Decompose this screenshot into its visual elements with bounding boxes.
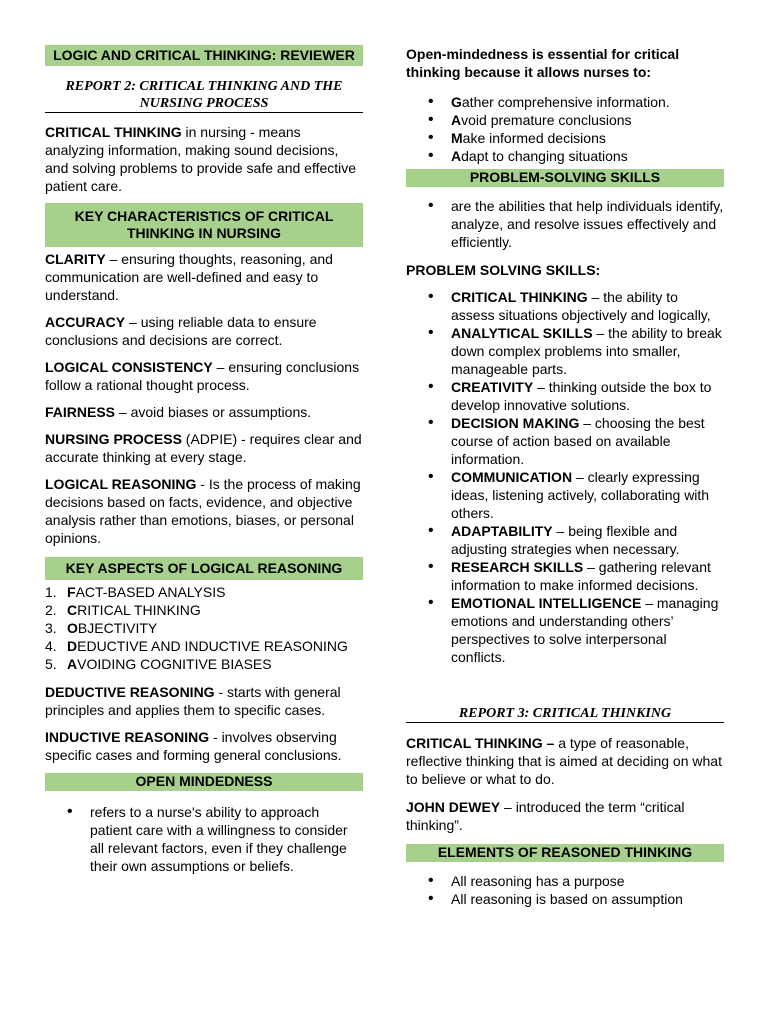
inductive-reasoning [45,728,363,764]
critical-thinking-definition [45,123,363,195]
characteristic-item [45,475,363,547]
list-item: • Make informed decisions [406,129,724,147]
key-characteristics-band: KEY CHARACTERISTICS OF CRITICAL THINKING IN NURSING [45,203,363,247]
problem-solving-list-heading: PROBLEM SOLVING SKILLS: [406,262,601,278]
report2-heading: REPORT 2: CRITICAL THINKING AND THE NURSING PROCESS [45,78,363,113]
definition-text: (ADPIE) - requires clear and accurate thinking at every stage. [45,431,362,465]
term: NURSING PROCESS [45,431,182,447]
deductive-reasoning [45,683,363,719]
list-item: • All reasoning is based on assumption [406,890,724,908]
open-mindedness-band: OPEN MINDEDNESS [45,773,363,791]
term: ACCURACY [45,314,126,330]
title-band: LOGIC AND CRITICAL THINKING: REVIEWER [45,45,363,66]
characteristic-item [45,358,363,394]
definition-text: – avoid biases or assumptions. [115,404,312,420]
characteristic-item [45,313,363,349]
term: JOHN DEWEY [406,799,501,815]
open-mindedness-list [45,803,363,875]
definition-text: in nursing - means analyzing information, making sound decisions, and solving problems to provide safe and effective patient care. [45,124,357,194]
problem-solving-def-list [406,197,724,251]
problem-solving-band: PROBLEM-SOLVING SKILLS [406,169,724,187]
critical-thinking-definition-2 [406,734,724,788]
skill-item: • CREATIVITY – thinking outside the box to develop innovative solutions. [406,378,724,414]
list-item: 2. CRITICAL THINKING [45,602,201,618]
skill-item: • ADAPTABILITY – being flexible and adjusting strategies when necessary. [406,522,724,558]
term: CRITICAL THINKING [45,124,182,140]
characteristic-item [45,250,363,304]
elements-list [406,872,724,908]
list-item: 1. FACT-BASED ANALYSIS [45,584,226,600]
term: CLARITY [45,251,106,267]
definition-text: – introduced the term “critical thinking”. [406,799,685,833]
skill-item: • COMMUNICATION – clearly expressing ideas, listening actively, collaborating with others. [406,468,724,522]
definition-text: a type of reasonable, reflective thinking that is aimed at deciding on what to believe or what to do. [406,735,722,787]
definition-text: – ensuring conclusions follow a rational thought process. [45,359,360,393]
list-item: 3. OBJECTIVITY [45,620,158,636]
skill-item: • RESEARCH SKILLS – gathering relevant information to make informed decisions. [406,558,724,594]
list-item: • Gather comprehensive information. [406,93,724,111]
skill-item: • DECISION MAKING – choosing the best course of action based on available information. [406,414,724,468]
definition-text: - Is the process of making decisions based on facts, evidence, and objective analysis rather than emotions, biases, or personal opinions. [45,476,361,546]
term: CRITICAL THINKING – [406,735,555,751]
definition-text: – ensuring thoughts, reasoning, and communication are well-defined and easy to understand. [45,251,333,303]
skill-item: • CRITICAL THINKING – the ability to assess situations objectively and logically, [406,288,724,324]
definition-text: – using reliable data to ensure conclusions and decisions are correct. [45,314,317,348]
skill-item: • ANALYTICAL SKILLS – the ability to break down complex problems into smaller, manageable parts. [406,324,724,378]
list-item: • Adapt to changing situations [406,147,724,165]
characteristic-item [45,430,363,466]
john-dewey-note [406,798,724,834]
left-column [45,45,363,875]
term: INDUCTIVE REASONING [45,729,210,745]
list-item: • are the abilities that help individuals identify, analyze, and resolve issues effectively and efficiently. [406,197,724,251]
term: LOGICAL REASONING [45,476,197,492]
list-item: • refers to a nurse's ability to approach patient care with a willingness to consider all relevant factors, even if they challenge their own assumptions or beliefs. [45,803,363,875]
aspects-list [45,583,363,673]
term: LOGICAL CONSISTENCY [45,359,213,375]
list-item: 4. DEDUCTIVE AND INDUCTIVE REASONING [45,638,348,654]
skills-list [406,288,724,666]
skill-item: • EMOTIONAL INTELLIGENCE – managing emotions and understanding others’ perspectives to solve interpersonal conflicts. [406,594,724,666]
list-item: • All reasoning has a purpose [406,872,724,890]
report3-heading: REPORT 3: CRITICAL THINKING [406,705,724,723]
key-aspects-band: KEY ASPECTS OF LOGICAL REASONING [45,557,363,580]
characteristic-item [45,403,363,421]
term: DEDUCTIVE REASONING [45,684,215,700]
definition-text: - involves observing specific cases and forming general conclusions. [45,729,342,763]
list-item: • Avoid premature conclusions [406,111,724,129]
open-mindedness-intro: Open-mindedness is essential for critical thinking because it allows nurses to: [406,46,680,80]
elements-band: ELEMENTS OF REASONED THINKING [406,844,724,862]
gama-list [406,93,724,165]
list-item: 5. AVOIDING COGNITIVE BIASES [45,656,272,672]
term: FAIRNESS [45,404,116,420]
definition-text: - starts with general principles and applies them to specific cases. [45,684,341,718]
right-column [406,45,724,908]
